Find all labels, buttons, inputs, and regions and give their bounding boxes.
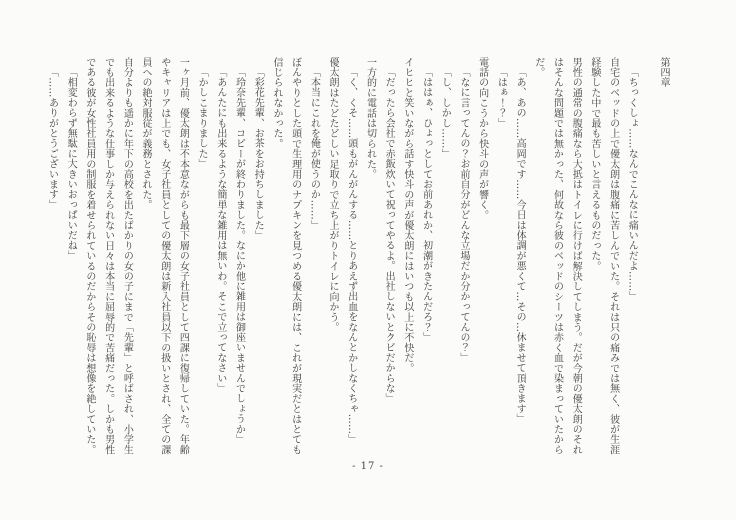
paragraph: 一方的に電話は切られた。	[364, 57, 376, 180]
paragraph: 「なに言ってんの？お前自分がどんな立場だか分かってんの？」	[457, 67, 469, 363]
paragraph: 「だったら会社で赤飯炊いて祝ってやるよ。出社しないとクビだからな」	[383, 67, 395, 404]
paragraph: 一ヶ月前、優太朗は不本意ながらも最下層の女子社員として四課に復帰していた。年齢やキャリアは上でも、女子社員としての優太朗は新入社員以下の扱いとされ、全ての課員への絶対服従が義務とされた。	[140, 57, 189, 455]
paragraph: 「あんたにも出来るような簡単な雑用は無いわ。そこで立ってなさい」	[214, 67, 226, 394]
paragraph: 「玲奈先輩、コピーが終わりました。なにか他に雑用は御座いませんでしょうか」	[233, 67, 245, 445]
paragraph: イヒヒと笑いながら話す快斗の声が優太朗にはいつも以上に不快だ。	[401, 57, 413, 374]
paragraph: 「はぁ！？」	[495, 67, 507, 129]
paragraph: 「かしこまりました」	[196, 67, 208, 169]
paragraph: 優太朗はたどたどしい足取りで立ち上がりトイレに向かう。	[327, 57, 339, 333]
paragraph: 自宅のベッドの上で優太朗は腹痛に苦しんでいた。それは只の痛みでは無く、彼が生涯経験した中で最も苦しいと言えるものだった。	[588, 57, 619, 455]
paragraph: 「相変わらず無駄に大きいおっぱいだね」	[65, 67, 77, 261]
paragraph: 「く、くそ……頭もがんがんする……とりあえず出血をなんとかしなくちゃ……」	[345, 67, 357, 445]
paragraph: 「彩花先輩、お茶をお持ちしました」	[252, 67, 264, 241]
paragraph: 電話の向こうから快斗の声が響く。	[476, 57, 488, 221]
paragraph: 自分よりも遥かに年下の高校を出たばかりの女の子にまで「先輩」と呼ばされ、小学生でも出来るような仕事しか与えられない日々は本当に屈辱的で苦痛だった。しかも男性である彼が女性社員用の制服を着せられているのだからその恥辱は想像を絶していた。	[83, 57, 133, 455]
page-number: - 17 -	[352, 461, 384, 472]
text-block	[42, 57, 672, 460]
paragraph: 「し、しかし……」	[439, 67, 451, 159]
paragraph: 男性の通常の腹痛なら大抵はトイレに行けば解決してしまう。だが今朝の優太朗のそれはそんな問題では無かった、何故なら彼のベッドのシーツは赤く血で染まっていたからだ。	[532, 57, 582, 455]
paragraph: 「ははぁ、ひょっとしてお前あれか、初潮がきたんだろ？」	[420, 67, 432, 343]
paragraph: 「あ、あの……高岡です……今日は体調が悪くて…その…休ませて頂きます」	[514, 67, 526, 424]
paragraph: ぼんやりとした頭で生理用のナプキンを見つめる優太朗には、これが現実だとはとても信じられなかった。	[270, 57, 301, 455]
paragraph: 「……ありがとうございます」	[46, 67, 58, 210]
paragraph: 「ちっくしょ……なんでこんなに痛いんだよ……」	[626, 67, 638, 302]
paragraph: 「本当にこれを俺が使うのか……」	[308, 67, 320, 231]
chapter-heading: 第四章	[658, 57, 669, 88]
